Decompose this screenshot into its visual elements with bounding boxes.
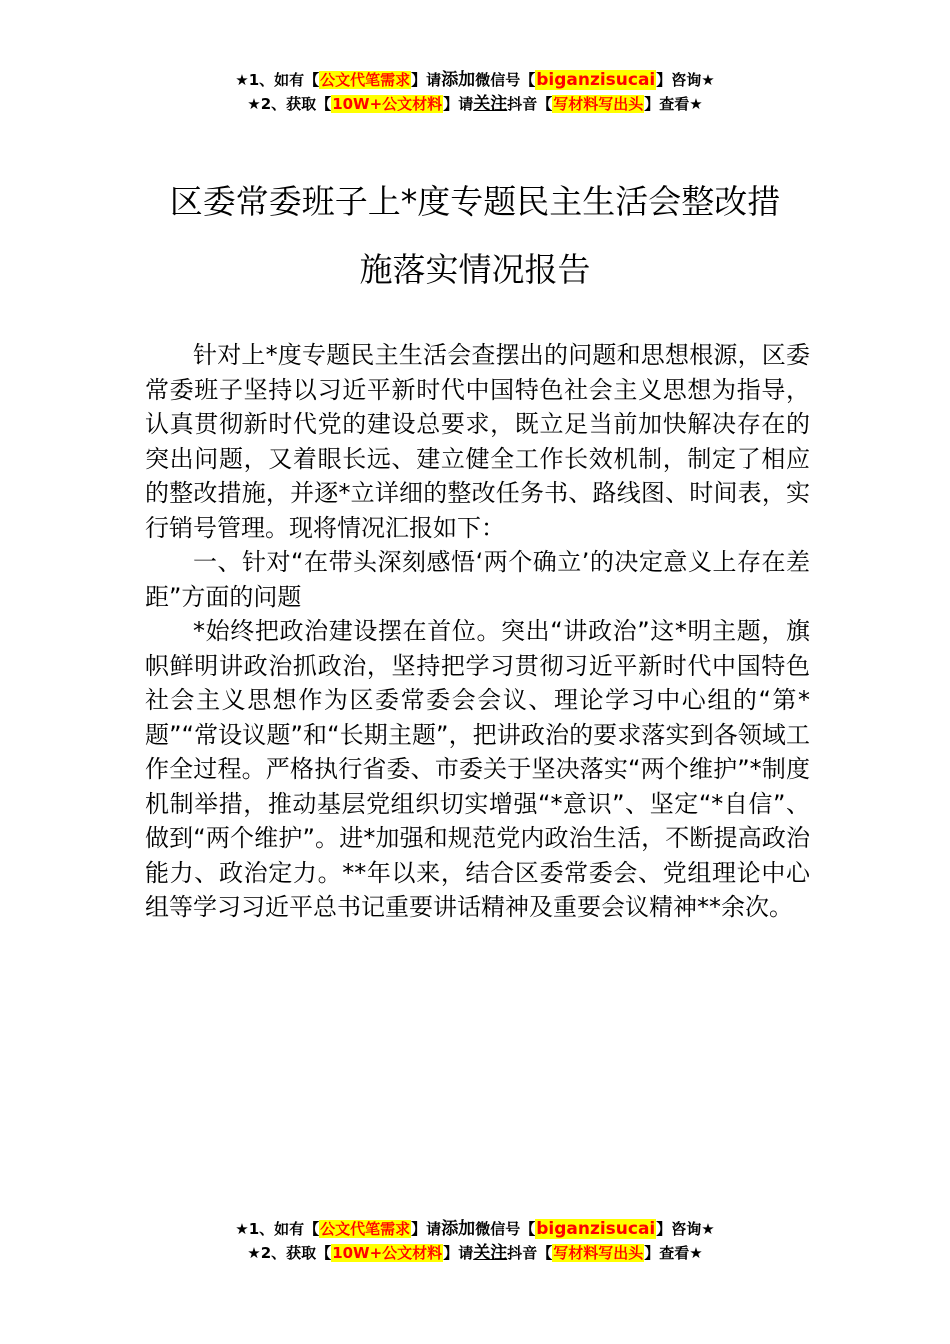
banner-line-2: ★2、获取【10W+公文材料】请关注抖音【写材料写出头】查看★ — [247, 1243, 703, 1263]
document-title-line-1: 区委常委班子上*度专题民主生活会整改措 — [169, 182, 781, 221]
banner-highlight: 10W+公文材料 — [332, 95, 443, 113]
header-banner — [0, 68, 950, 116]
banner-highlight: 公文代笔需求 — [320, 71, 411, 89]
wechat-id: biganzisucai — [536, 1219, 656, 1239]
footer-banner — [0, 1217, 950, 1265]
document-body — [145, 338, 810, 925]
banner-line-1: ★1、如有【公文代笔需求】请添加微信号【biganzisucai】咨询★ — [235, 70, 715, 90]
wechat-id: biganzisucai — [536, 70, 656, 90]
douyin-name: 写材料写出头 — [553, 95, 644, 113]
paragraph-section-heading: 一、针对“在带头深刻感悟‘两个确立’的决定意义上存在差距”方面的问题 — [145, 548, 810, 611]
banner-line-1: ★1、如有【公文代笔需求】请添加微信号【biganzisucai】咨询★ — [235, 1219, 715, 1239]
banner-line-2: ★2、获取【10W+公文材料】请关注抖音【写材料写出头】查看★ — [247, 94, 703, 114]
douyin-name: 写材料写出头 — [553, 1244, 644, 1262]
document-title-line-2: 施落实情况报告 — [359, 250, 591, 289]
banner-highlight: 10W+公文材料 — [332, 1244, 443, 1262]
paragraph-intro: 针对上*度专题民主生活会查摆出的问题和思想根源，区委常委班子坚持以习近平新时代中国特色社会主义思想为指导，认真贯彻新时代党的建设总要求，既立足当前加快解决存在的突出问题，又着眼长远、建立健全工作长效机制，制定了相应的整改措施，并逐*立详细的整改任务书、路线图、时间表，实行销号管理。现将情况汇报如下： — [145, 341, 810, 542]
banner-highlight: 公文代笔需求 — [320, 1220, 411, 1238]
paragraph-political-building: *始终把政治建设摆在首位。突出“讲政治”这*明主题，旗帜鲜明讲政治抓政治，坚持把学习贯彻习近平新时代中国特色社会主义思想作为区委常委会会议、理论学习中心组的“第*题”“常设议题”和“长期主题”，把讲政治的要求落实到各领域工作全过程。严格执行省委、市委关于坚决落实“两个维护”*制度机制举措，推动基层党组织切实增强“*意识”、坚定“*自信”、做到“两个维护”。进*加强和规范党内政治生活，不断提高政治能力、政治定力。**年以来，结合区委常委会、党组理论中心组等学习习近平总书记重要讲话精神及重要会议精神**余次。 — [145, 617, 810, 921]
